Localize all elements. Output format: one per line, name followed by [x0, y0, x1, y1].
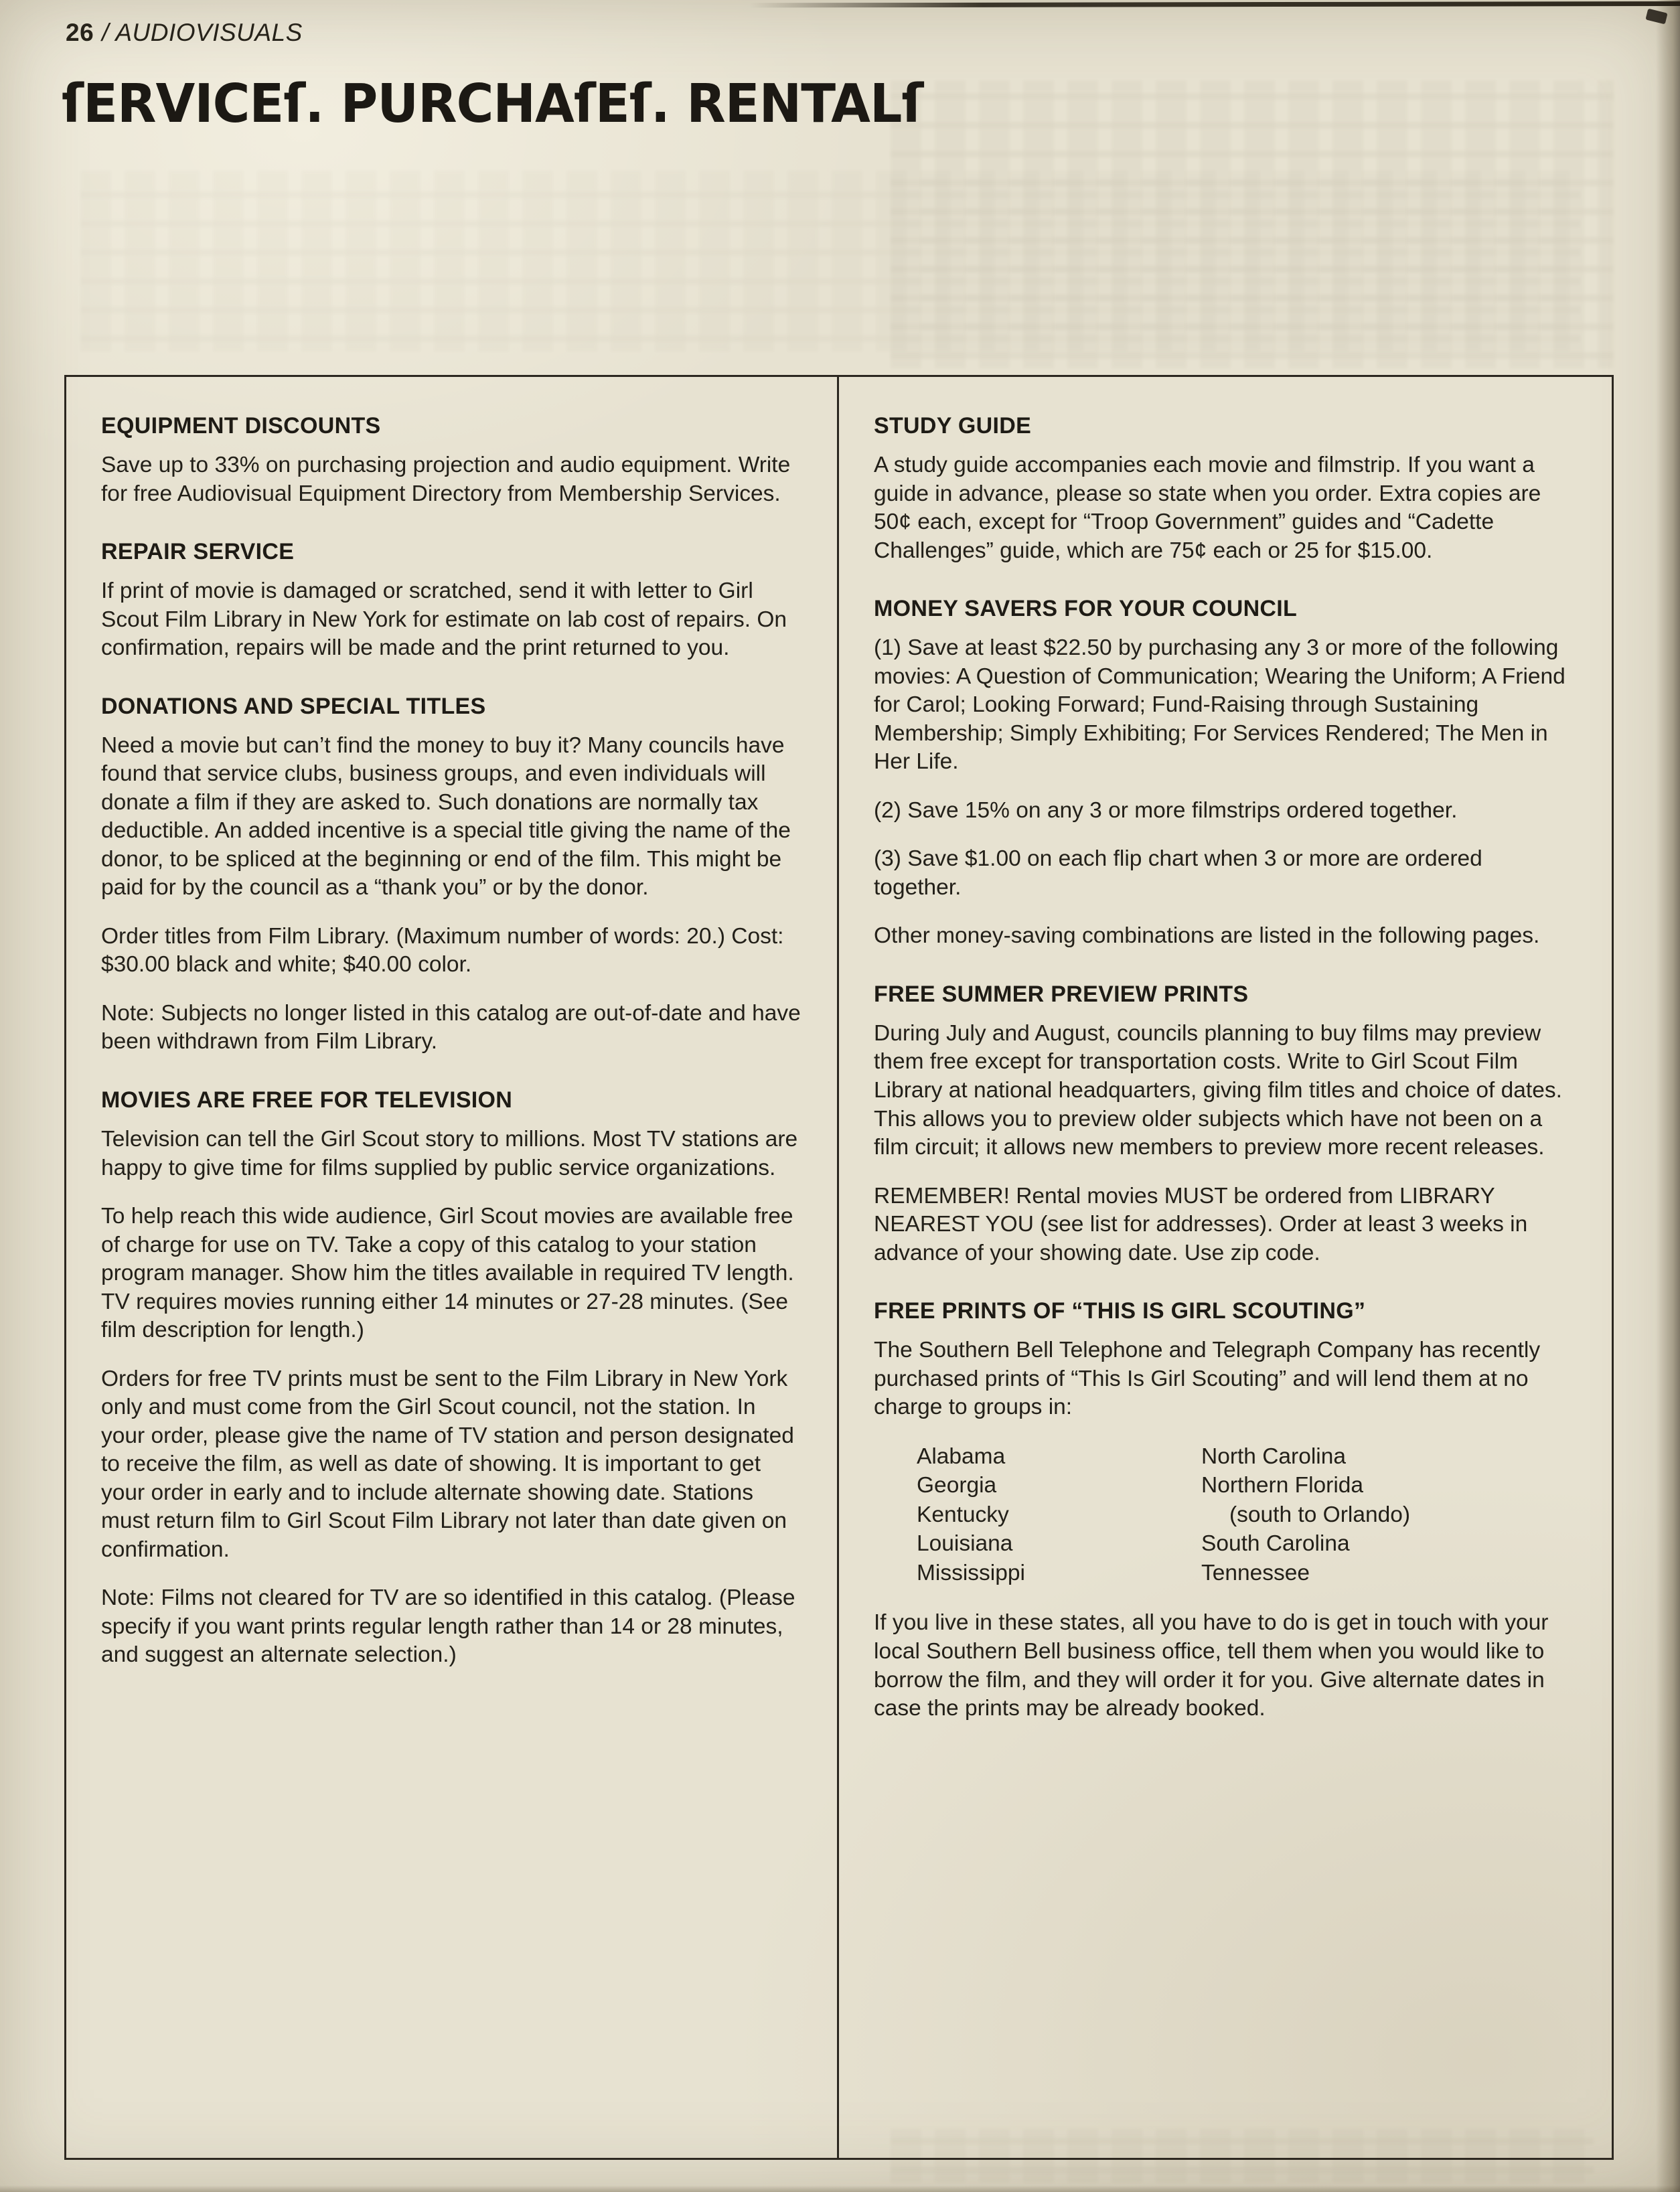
paragraph: Other money-saving combinations are listed in the following pages.: [874, 923, 1540, 949]
states-row: [917, 1559, 1576, 1588]
paragraph: During July and August, councils planning to buy films may preview them free except for transportation costs. Write to Girl Scout Film Library at national headquarters, giving film titles and choice of dates. This allows you to preview older subjects which have not been on a film circuit; it allows new members to preview more recent releases.: [874, 1020, 1562, 1160]
state-name: Mississippi: [917, 1560, 1025, 1585]
content-box: [64, 375, 1614, 2160]
paragraph: Note: Films not cleared for TV are so identified in this catalog. (Please specify if you want prints regular length rather than 14 or 28 minutes, and suggest an alternate selection.): [101, 1585, 795, 1668]
page-title: ſERVICEſ. PURCHAſEſ. RENTALſ: [62, 72, 923, 135]
right-column: [839, 377, 1612, 2158]
section-movies-free-for-television: [101, 1087, 801, 1670]
state-name: Kentucky: [917, 1502, 1009, 1527]
scan-top-edge-line: [749, 1, 1680, 7]
state-name: North Carolina: [1201, 1443, 1346, 1469]
paragraph: A study guide accompanies each movie and filmstrip. If you want a guide in advance, please so state when you order. Extra copies are 50¢ each, except for “Troop Government” guides and “Cadette Challenges” guide, which are 75¢ each or 25 for $15.00.: [874, 453, 1541, 563]
paragraph: If you live in these states, all you have to do is get in touch with your local Southern Bell business office, tell them when you would like to borrow the film, and they will order it for you. Give alternate dates in case the prints may be already booked.: [874, 1610, 1549, 1721]
showthrough-texture-upper: [80, 171, 1580, 351]
section-study-guide: [874, 413, 1576, 565]
state-name: Louisiana: [917, 1531, 1013, 1557]
section-heading: DONATIONS AND SPECIAL TITLES: [101, 693, 486, 719]
paragraph: (1) Save at least $22.50 by purchasing any 3 or more of the following movies: A Question of Communication; Wearing the Uniform; A Friend for Carol; Looking Forward; Fund-Raising through Sustaining Membership; Simply Exhibiting; For Services Rendered; The Men in Her Life.: [874, 635, 1566, 775]
state-name: Northern Florida: [1201, 1473, 1364, 1498]
section-free-prints-this-is-girl-scouting: [874, 1298, 1576, 1723]
paragraph: Order titles from Film Library. (Maximum number of words: 20.) Cost: $30.00 black and white; $40.00 color.: [101, 923, 784, 977]
paragraph: The Southern Bell Telephone and Telegraph Company has recently purchased prints of “This Is Girl Scouting” and will lend them at no charge to groups in:: [874, 1338, 1541, 1420]
page-header: [66, 19, 303, 47]
state-name: South Carolina: [1201, 1531, 1350, 1557]
section-equipment-discounts: [101, 413, 801, 508]
state-name: Tennessee: [1201, 1560, 1310, 1585]
section-heading: REPAIR SERVICE: [101, 539, 295, 565]
page-number: 26: [66, 19, 94, 46]
section-heading: MOVIES ARE FREE FOR TELEVISION: [101, 1087, 513, 1113]
section-repair-service: [101, 539, 801, 663]
state-name-continuation: (south to Orlando): [1229, 1502, 1410, 1527]
showthrough-texture-top: [891, 80, 1614, 368]
states-row: [917, 1529, 1576, 1559]
section-donations-special-titles: [101, 694, 801, 1056]
state-name: Georgia: [917, 1473, 997, 1498]
section-money-savers: [874, 596, 1576, 951]
paragraph: (2) Save 15% on any 3 or more filmstrips ordered together.: [874, 797, 1458, 823]
paragraph: Television can tell the Girl Scout story to millions. Most TV stations are happy to give time for films supplied by public service organizations.: [101, 1126, 798, 1180]
section-heading: EQUIPMENT DISCOUNTS: [101, 413, 381, 439]
paragraph: REMEMBER! Rental movies MUST be ordered from LIBRARY NEAREST YOU (see list for addresses). Order at least 3 weeks in advance of your showing date. Use zip code.: [874, 1183, 1528, 1265]
paragraph: Need a movie but can’t find the money to buy it? Many councils have found that service clubs, business groups, and even individuals will donate a film if they are asked to. Such donations are normally tax deductible. An added incentive is a special title giving the name of the donor, to be spliced at the beginning or end of the film. This might be paid for by the council as a “thank you” or by the donor.: [101, 732, 791, 901]
state-name: Alabama: [917, 1443, 1006, 1469]
section-free-summer-preview-prints: [874, 982, 1576, 1267]
paragraph: If print of movie is damaged or scratched, send it with letter to Girl Scout Film Library in New York for estimate on lab cost of repairs. On confirmation, repairs will be made and the print returned to you.: [101, 578, 787, 661]
section-heading: STUDY GUIDE: [874, 413, 1032, 439]
states-list: [917, 1442, 1576, 1588]
section-heading: MONEY SAVERS FOR YOUR COUNCIL: [874, 596, 1298, 622]
left-column: [66, 377, 839, 2158]
paragraph: Note: Subjects no longer listed in this catalog are out-of-date and have been withdrawn from Film Library.: [101, 1000, 801, 1054]
paragraph: Save up to 33% on purchasing projection and audio equipment. Write for free Audiovisual Equipment Directory from Membership Services.: [101, 453, 791, 506]
states-row: [917, 1471, 1576, 1500]
paragraph: To help reach this wide audience, Girl Scout movies are available free of charge for use on TV. Take a copy of this catalog to your station program manager. Show him the titles available in required TV length. TV requires movies running either 14 minutes or 27-28 minutes. (See film description for length.): [101, 1204, 794, 1343]
scan-right-edge-shadow: [1656, 0, 1680, 2192]
section-heading: FREE PRINTS OF “THIS IS GIRL SCOUTING”: [874, 1298, 1366, 1324]
section-name: / AUDIOVISUALS: [102, 19, 303, 46]
paragraph: Orders for free TV prints must be sent to the Film Library in New York only and must come from the Girl Scout council, not the station. In your order, please give the name of TV station and person designated to receive the film, as well as date of showing. It is important to get your order in early and to include alternate showing date. Stations must return film to Girl Scout Film Library not later than date given on confirmation.: [101, 1366, 794, 1562]
states-row: [917, 1500, 1576, 1530]
scan-bottom-edge-shadow: [0, 2185, 1680, 2192]
section-heading: FREE SUMMER PREVIEW PRINTS: [874, 981, 1249, 1007]
paragraph: (3) Save $1.00 on each flip chart when 3 or more are ordered together.: [874, 846, 1482, 900]
states-row: [917, 1442, 1576, 1472]
